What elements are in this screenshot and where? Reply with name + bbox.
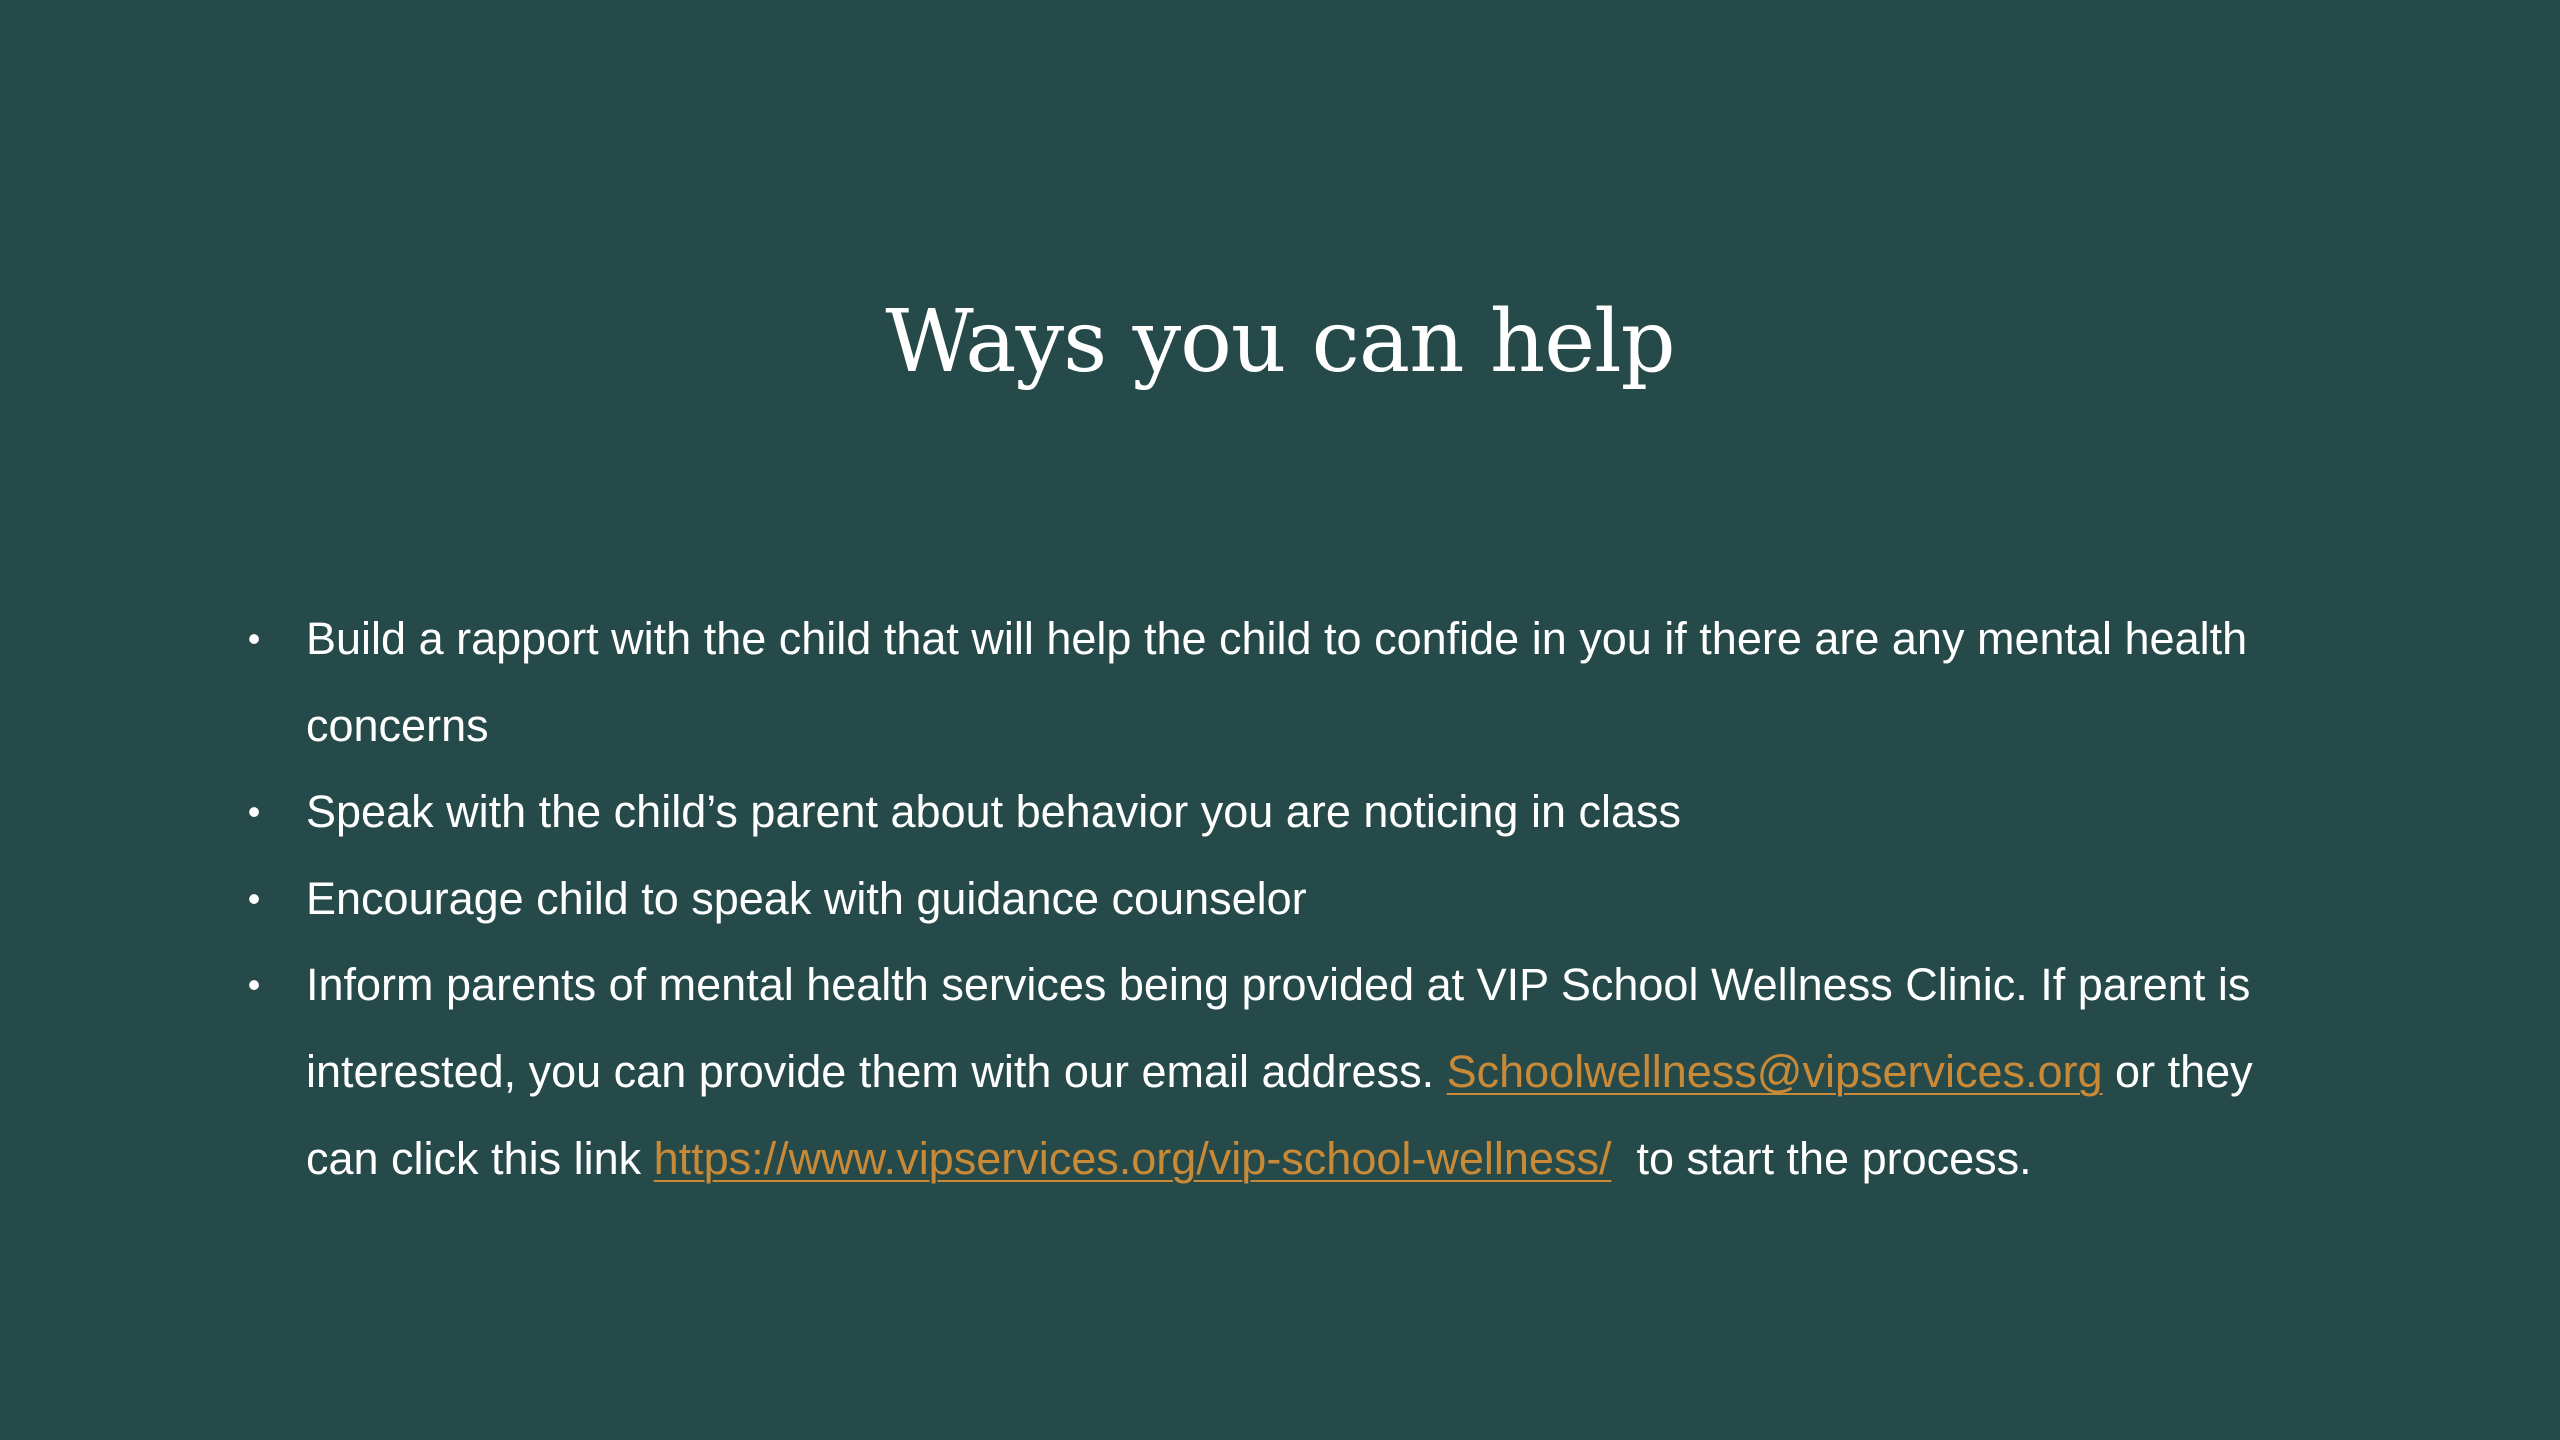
bullet-item-rapport (242, 596, 2332, 769)
bullet-dot-icon: • (247, 877, 261, 919)
bullet-dot-icon: • (247, 964, 261, 1006)
bullet-text: Inform parents of mental health services being provided at VIP School Wellness Clinic. If parent is interested, you can provide them with our email address. (306, 959, 2251, 1097)
bullet-item-counselor (242, 856, 2332, 943)
bullet-text: Build a rapport with the child that will help the child to confide in you if there are any mental health concerns (306, 613, 2248, 751)
bullet-dot-icon: • (247, 791, 261, 833)
bullet-item-inform-parents (242, 942, 2332, 1202)
bullet-list (242, 596, 2332, 1202)
email-link[interactable]: Schoolwellness@vipservices.org (1446, 1045, 2103, 1097)
bullet-dot-icon: • (247, 618, 261, 659)
bullet-text: to start the process. (1611, 1132, 2032, 1184)
bullet-text: Encourage child to speak with guidance counselor (306, 872, 1307, 924)
bullet-item-speak-parent (242, 769, 2332, 856)
bullet-text: or they can click this link (306, 1045, 2253, 1184)
bullet-text: Speak with the child’s parent about behavior you are noticing in class (306, 786, 1682, 838)
wellness-url-link[interactable]: https://www.vipservices.org/vip-school-wellness/ (653, 1132, 1612, 1184)
slide-title: Ways you can help (885, 292, 1675, 392)
